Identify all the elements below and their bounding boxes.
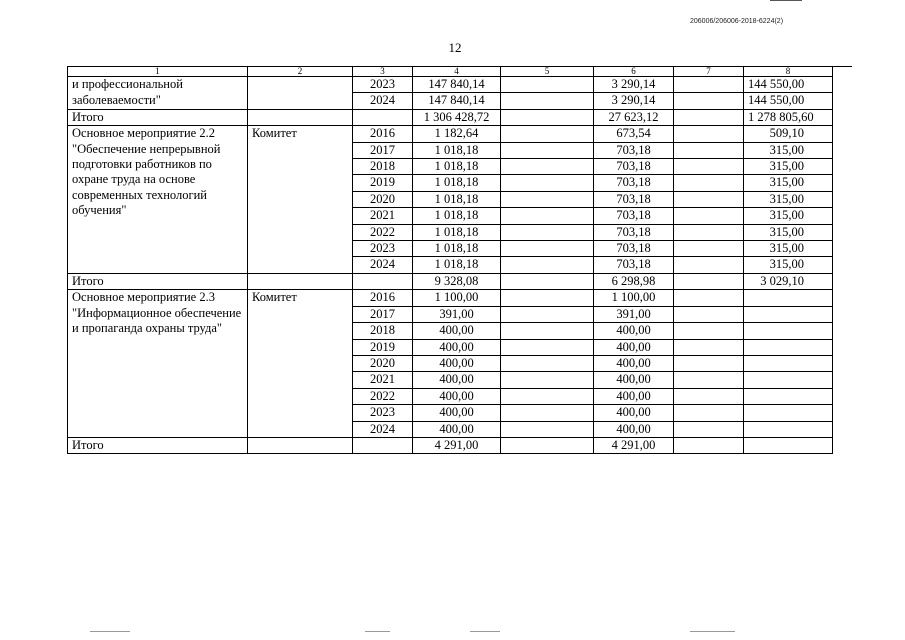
amount-col5	[501, 93, 594, 109]
amount-col7	[674, 224, 744, 240]
amount-col6: 1 100,00	[594, 290, 674, 306]
amount-col4: 400,00	[413, 339, 501, 355]
total-row	[68, 109, 833, 125]
amount-col7	[674, 405, 744, 421]
amount-col7	[674, 77, 744, 93]
amount-col6: 703,18	[594, 257, 674, 273]
amount-col8: 1 278 805,60	[744, 109, 833, 125]
amount-col5	[501, 126, 594, 142]
amount-col7	[674, 191, 744, 207]
year-cell	[353, 437, 413, 453]
amount-col8: 315,00	[744, 224, 833, 240]
amount-col5	[501, 241, 594, 257]
amount-col6: 6 298,98	[594, 273, 674, 289]
amount-col5	[501, 306, 594, 322]
amount-col7	[674, 306, 744, 322]
amount-col6: 400,00	[594, 405, 674, 421]
executor-cell	[248, 109, 353, 125]
amount-col8	[744, 355, 833, 371]
amount-col4: 1 018,18	[413, 257, 501, 273]
amount-col6: 400,00	[594, 421, 674, 437]
year-cell: 2017	[353, 142, 413, 158]
column-number: 3	[353, 67, 413, 77]
amount-col7	[674, 241, 744, 257]
column-number: 2	[248, 67, 353, 77]
amount-col4: 4 291,00	[413, 437, 501, 453]
amount-col6: 703,18	[594, 224, 674, 240]
year-cell: 2020	[353, 191, 413, 207]
amount-col5	[501, 109, 594, 125]
year-cell: 2016	[353, 290, 413, 306]
table-row	[68, 126, 833, 142]
amount-col5	[501, 224, 594, 240]
year-cell	[353, 109, 413, 125]
amount-col5	[501, 323, 594, 339]
amount-col6: 400,00	[594, 372, 674, 388]
column-number: 1	[68, 67, 248, 77]
amount-col7	[674, 142, 744, 158]
amount-col6: 673,54	[594, 126, 674, 142]
amount-col6: 4 291,00	[594, 437, 674, 453]
amount-col5	[501, 142, 594, 158]
amount-col6: 400,00	[594, 388, 674, 404]
year-cell	[353, 273, 413, 289]
scan-artifact	[365, 631, 390, 632]
amount-col4: 400,00	[413, 323, 501, 339]
amount-col5	[501, 77, 594, 93]
amount-col5	[501, 208, 594, 224]
amount-col8: 315,00	[744, 142, 833, 158]
year-cell: 2023	[353, 405, 413, 421]
amount-col6: 703,18	[594, 142, 674, 158]
activity-name: Основное мероприятие 2.3 "Информационное обеспечение и пропаганда охраны труда"	[68, 290, 248, 438]
amount-col5	[501, 372, 594, 388]
amount-col5	[501, 355, 594, 371]
executor-cell: Комитет	[248, 290, 353, 438]
scan-artifact	[470, 631, 500, 632]
column-number: 4	[413, 67, 501, 77]
year-cell: 2023	[353, 77, 413, 93]
amount-col8: 509,10	[744, 126, 833, 142]
amount-col8: 144 550,00	[744, 93, 833, 109]
amount-col4: 1 018,18	[413, 159, 501, 175]
column-number: 5	[501, 67, 594, 77]
amount-col7	[674, 175, 744, 191]
amount-col4: 1 018,18	[413, 191, 501, 207]
amount-col8	[744, 339, 833, 355]
amount-col4: 1 100,00	[413, 290, 501, 306]
amount-col8	[744, 323, 833, 339]
executor-cell: Комитет	[248, 126, 353, 274]
amount-col4: 400,00	[413, 421, 501, 437]
amount-col4: 1 018,18	[413, 142, 501, 158]
year-cell: 2018	[353, 159, 413, 175]
total-label: Итого	[68, 273, 248, 289]
amount-col8: 315,00	[744, 159, 833, 175]
amount-col7	[674, 323, 744, 339]
amount-col6: 703,18	[594, 191, 674, 207]
year-cell: 2021	[353, 372, 413, 388]
amount-col7	[674, 208, 744, 224]
column-number: 6	[594, 67, 674, 77]
amount-col7	[674, 290, 744, 306]
amount-col5	[501, 388, 594, 404]
budget-table	[67, 66, 833, 454]
page-number: 12	[448, 40, 462, 55]
amount-col4: 400,00	[413, 355, 501, 371]
amount-col4: 400,00	[413, 372, 501, 388]
amount-col7	[674, 159, 744, 175]
amount-col8: 315,00	[744, 191, 833, 207]
year-cell: 2017	[353, 306, 413, 322]
amount-col4: 1 018,18	[413, 208, 501, 224]
amount-col8: 315,00	[744, 208, 833, 224]
amount-col5	[501, 191, 594, 207]
executor-cell	[248, 77, 353, 110]
amount-col7	[674, 421, 744, 437]
scan-artifact	[90, 631, 130, 632]
activity-name: и профессиональной	[68, 77, 248, 93]
amount-col4: 147 840,14	[413, 93, 501, 109]
amount-col8	[744, 437, 833, 453]
amount-col8: 315,00	[744, 175, 833, 191]
amount-col5	[501, 339, 594, 355]
amount-col6: 400,00	[594, 323, 674, 339]
amount-col6: 3 290,14	[594, 77, 674, 93]
scan-artifact	[690, 631, 735, 632]
amount-col8: 315,00	[744, 241, 833, 257]
amount-col5	[501, 175, 594, 191]
amount-col4: 147 840,14	[413, 77, 501, 93]
activity-name: заболеваемости"	[68, 93, 248, 109]
year-cell: 2024	[353, 257, 413, 273]
amount-col4: 391,00	[413, 306, 501, 322]
year-cell: 2022	[353, 224, 413, 240]
amount-col7	[674, 257, 744, 273]
amount-col7	[674, 372, 744, 388]
amount-col8: 315,00	[744, 257, 833, 273]
amount-col6: 400,00	[594, 339, 674, 355]
amount-col4: 1 018,18	[413, 224, 501, 240]
table-row	[68, 290, 833, 306]
amount-col8	[744, 405, 833, 421]
amount-col5	[501, 273, 594, 289]
amount-col4: 400,00	[413, 405, 501, 421]
amount-col7	[674, 273, 744, 289]
amount-col4: 400,00	[413, 388, 501, 404]
executor-cell	[248, 437, 353, 453]
amount-col4: 1 306 428,72	[413, 109, 501, 125]
amount-col6: 703,18	[594, 159, 674, 175]
amount-col8: 3 029,10	[744, 273, 833, 289]
activity-name: Основное мероприятие 2.2 "Обеспечение непрерывной подготовки работников по охране труда на основе современных технологий обучения"	[68, 126, 248, 274]
amount-col7	[674, 109, 744, 125]
amount-col6: 703,18	[594, 208, 674, 224]
column-number: 7	[674, 67, 744, 77]
amount-col5	[501, 421, 594, 437]
total-label: Итого	[68, 109, 248, 125]
amount-col6: 3 290,14	[594, 93, 674, 109]
column-number-row	[68, 67, 833, 77]
year-cell: 2023	[353, 241, 413, 257]
amount-col5	[501, 290, 594, 306]
amount-col8: 144 550,00	[744, 77, 833, 93]
table-row	[68, 77, 833, 93]
amount-col7	[674, 437, 744, 453]
amount-col8	[744, 306, 833, 322]
amount-col7	[674, 93, 744, 109]
amount-col7	[674, 339, 744, 355]
year-cell: 2021	[353, 208, 413, 224]
year-cell: 2019	[353, 339, 413, 355]
amount-col4: 1 018,18	[413, 241, 501, 257]
amount-col6: 391,00	[594, 306, 674, 322]
table-row	[68, 93, 833, 109]
scan-edge-mark	[770, 0, 802, 1]
amount-col6: 400,00	[594, 355, 674, 371]
year-cell: 2024	[353, 421, 413, 437]
year-cell: 2019	[353, 175, 413, 191]
year-cell: 2024	[353, 93, 413, 109]
amount-col5	[501, 405, 594, 421]
amount-col5	[501, 437, 594, 453]
amount-col4: 1 018,18	[413, 175, 501, 191]
executor-cell	[248, 273, 353, 289]
amount-col7	[674, 388, 744, 404]
amount-col8	[744, 421, 833, 437]
year-cell: 2022	[353, 388, 413, 404]
year-cell: 2016	[353, 126, 413, 142]
amount-col6: 703,18	[594, 241, 674, 257]
amount-col4: 1 182,64	[413, 126, 501, 142]
year-cell: 2018	[353, 323, 413, 339]
total-label: Итого	[68, 437, 248, 453]
year-cell: 2020	[353, 355, 413, 371]
amount-col7	[674, 355, 744, 371]
amount-col5	[501, 159, 594, 175]
amount-col8	[744, 372, 833, 388]
total-row	[68, 273, 833, 289]
table-header-overhang	[832, 66, 852, 67]
amount-col8	[744, 388, 833, 404]
amount-col5	[501, 257, 594, 273]
total-row	[68, 437, 833, 453]
amount-col8	[744, 290, 833, 306]
amount-col7	[674, 126, 744, 142]
column-number: 8	[744, 67, 833, 77]
amount-col4: 9 328,08	[413, 273, 501, 289]
amount-col6: 27 623,12	[594, 109, 674, 125]
amount-col6: 703,18	[594, 175, 674, 191]
document-code: 206006/206006-2018-6224(2)	[690, 18, 784, 25]
